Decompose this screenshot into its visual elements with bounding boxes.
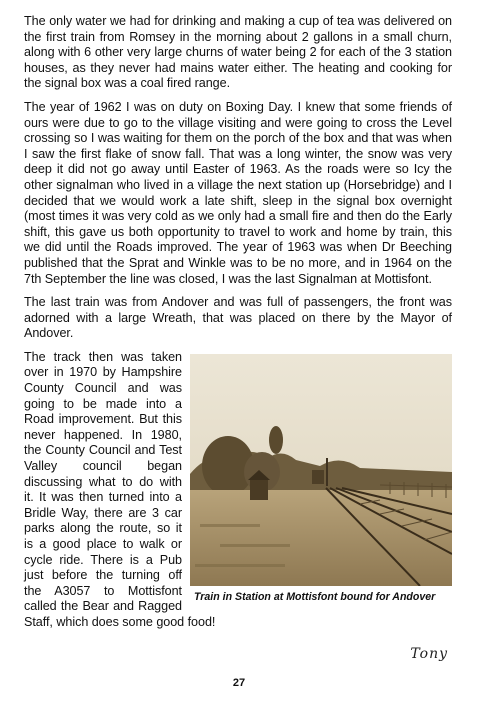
photo-caption: Train in Station at Mottisfont bound for Andover — [194, 590, 436, 603]
photo-figure — [190, 354, 452, 604]
paragraph-winter-1962: The year of 1962 I was on duty on Boxing Day. I knew that some friends of ours were due to go to the village visiting and were going to cross the Level crossing so I was waiting for them on the porch of the box and that was when I saw the first flake of snow fall. That was a long winter, the snow was very deep it did not go away until Easter of 1963. As the roads were so Icy the other signalman who lived in a village the next station up (Horsebridge) and I decided that we would work a late shift, sleep in the signal box overnight (most times it was very cold as we only had a small fire and then do the Early shift, this gave us both opportunity to travel to work and home by train, this we did until the Roads improved. The year of 1963 was when Dr Beeching published that the Sprat and Winkle was to be no more, and in 1964 on the 7th September the line was closed, I was the last Signalman at Mottisfont. — [24, 99, 452, 286]
photo-text-section — [24, 350, 452, 631]
paragraph-bridle-way: The track then was taken over in 1970 by Hampshire County Council and was going to be made into a Road improvement. But this never happened. In 1980, the County Council and Test Valley council began discussing what to do with it. It was then turned into a Bridle Way, there are 3 car parks along the route, so it is a good place to walk or cycle ride. There is a Pub just before the turning off the A3057 to Mottisfont called the Bear and Ragged Staff, which does some good food! — [24, 349, 216, 629]
paragraph-last-train: The last train was from Andover and was full of passengers, the front was adorned with a large Wreath, that was placed on there by the Mayor of Andover. — [24, 295, 452, 341]
signature: Tony — [410, 646, 448, 662]
paragraph-water: The only water we had for drinking and making a cup of tea was delivered on the first train from Romsey in the morning about 2 gallons in a small churn, along with 6 other very large churns of water being 2 for each of the 3 station houses, as they never had mains water either. The heating and cooking for the signal box was a coal fired range. — [24, 14, 452, 91]
railway-photo — [190, 354, 452, 586]
page-number: 27 — [232, 677, 246, 689]
